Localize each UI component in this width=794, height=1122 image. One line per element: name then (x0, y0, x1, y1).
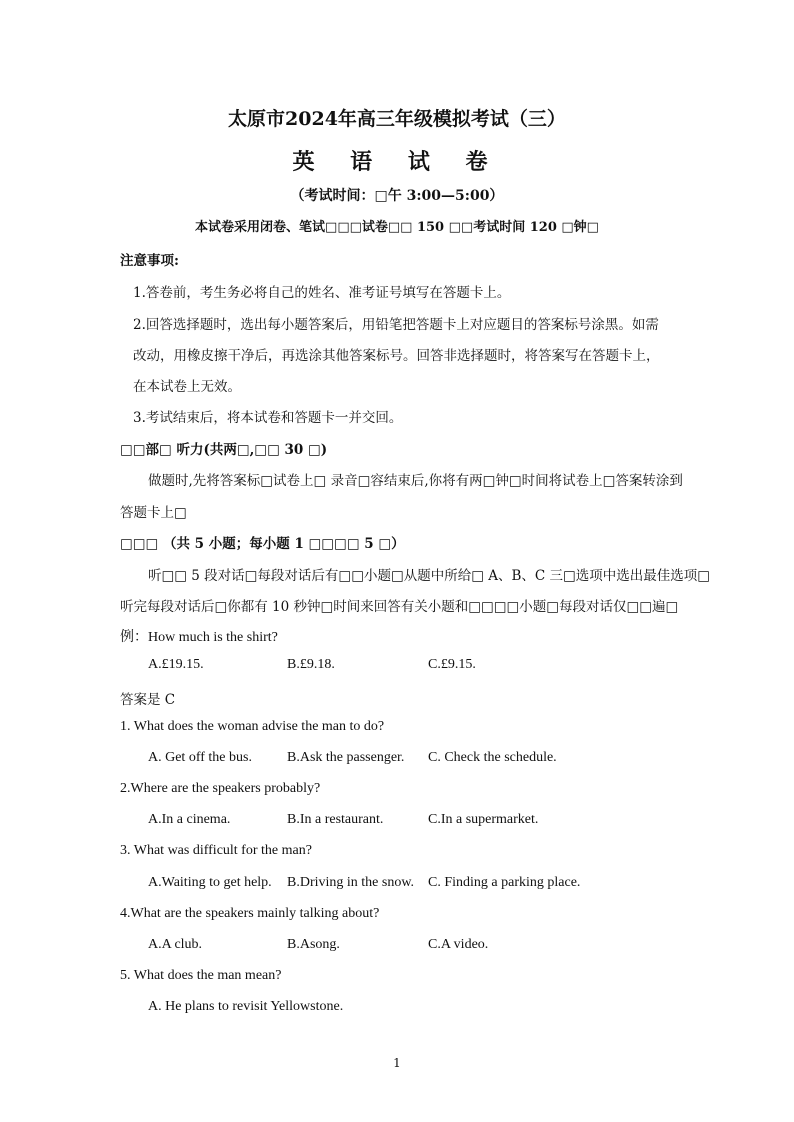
example-option-a: A.£19.15. (148, 657, 204, 672)
part1-intro-cont: 答题卡上□ (120, 505, 187, 521)
q2-option-c: C.In a supermarket. (428, 812, 539, 827)
q2-option-b: B.In a restaurant. (287, 812, 384, 827)
note-item-3: 3.考试结束后，将本试卷和答题卡一并交回。 (133, 410, 403, 426)
note-item-2-cont2: 在本试卷上无效。 (133, 379, 241, 395)
q4-option-a: A.A club. (148, 937, 203, 952)
question-1: 1. What does the woman advise the man to do? (120, 719, 385, 734)
example-question: 例：How much is the shirt? (120, 630, 278, 645)
section1-heading: □□□ （共 5 小题；每小题 1 □□□□ 5 □） (120, 536, 405, 552)
q1-option-b: B.Ask the passenger. (287, 750, 405, 765)
example-option-b: B.£9.18. (287, 657, 335, 672)
note-item-2-cont: 改动，用橡皮擦干净后，再选涂其他答案标号。回答非选择题时，将答案写在答题卡上， (133, 348, 660, 364)
part1-intro: 做题时,先将答案标□试卷上□ 录音□容结束后,你将有两□钟□时间将试卷上□答案转涂到 (148, 473, 683, 489)
example-answer: 答案是 C (120, 692, 176, 708)
section1-instructions-cont: 听完每段对话后□你都有 10 秒钟□时间来回答有关小题和□□□□小题□每段对话仅□□遍□ (120, 599, 679, 615)
q4-option-b: B.Asong. (287, 937, 340, 952)
note-item-1: 1.答卷前，考生务必将自己的姓名、准考证号填写在答题卡上。 (133, 285, 511, 301)
q2-option-a: A.In a cinema. (148, 812, 231, 827)
section1-instructions: 听□□ 5 段对话□每段对话后有□□小题□从题中所给□ A、B、C 三□选项中选出最佳选项□ (148, 568, 711, 584)
subject-title: 英 语 试 卷 (292, 149, 502, 175)
question-4: 4.What are the speakers mainly talking about? (120, 906, 380, 921)
q4-option-c: C.A video. (428, 937, 489, 952)
q5-option-a: A. He plans to revisit Yellowstone. (148, 999, 344, 1014)
q3-option-c: C. Finding a parking place. (428, 875, 581, 890)
q3-option-a: A.Waiting to get help. (148, 875, 272, 890)
q3-option-b: B.Driving in the snow. (287, 875, 415, 890)
question-5: 5. What does the man mean? (120, 968, 282, 983)
question-2: 2.Where are the speakers probably? (120, 781, 321, 796)
q1-option-c: C. Check the schedule. (428, 750, 557, 765)
page-number: 1 (393, 1056, 401, 1070)
q1-option-a: A. Get off the bus. (148, 750, 252, 765)
exam-time: （考试时间：□午 3:00—5:00） (290, 188, 504, 204)
notes-heading: 注意事项: (120, 253, 179, 269)
question-3: 3. What was difficult for the man? (120, 843, 312, 858)
note-item-2: 2.回答选择题时，选出每小题答案后，用铅笔把答题卡上对应题目的答案标号涂黑。如需 (133, 317, 659, 333)
part1-heading: □□部□ 听力(共两□,□□ 30 □) (120, 442, 328, 458)
exam-info: 本试卷采用闭卷、笔试□□□试卷□□ 150 □□考试时间 120 □钟□ (195, 220, 599, 235)
example-option-c: C.£9.15. (428, 657, 476, 672)
exam-title: 太原市2024年高三年级模拟考试（三） (228, 108, 566, 130)
